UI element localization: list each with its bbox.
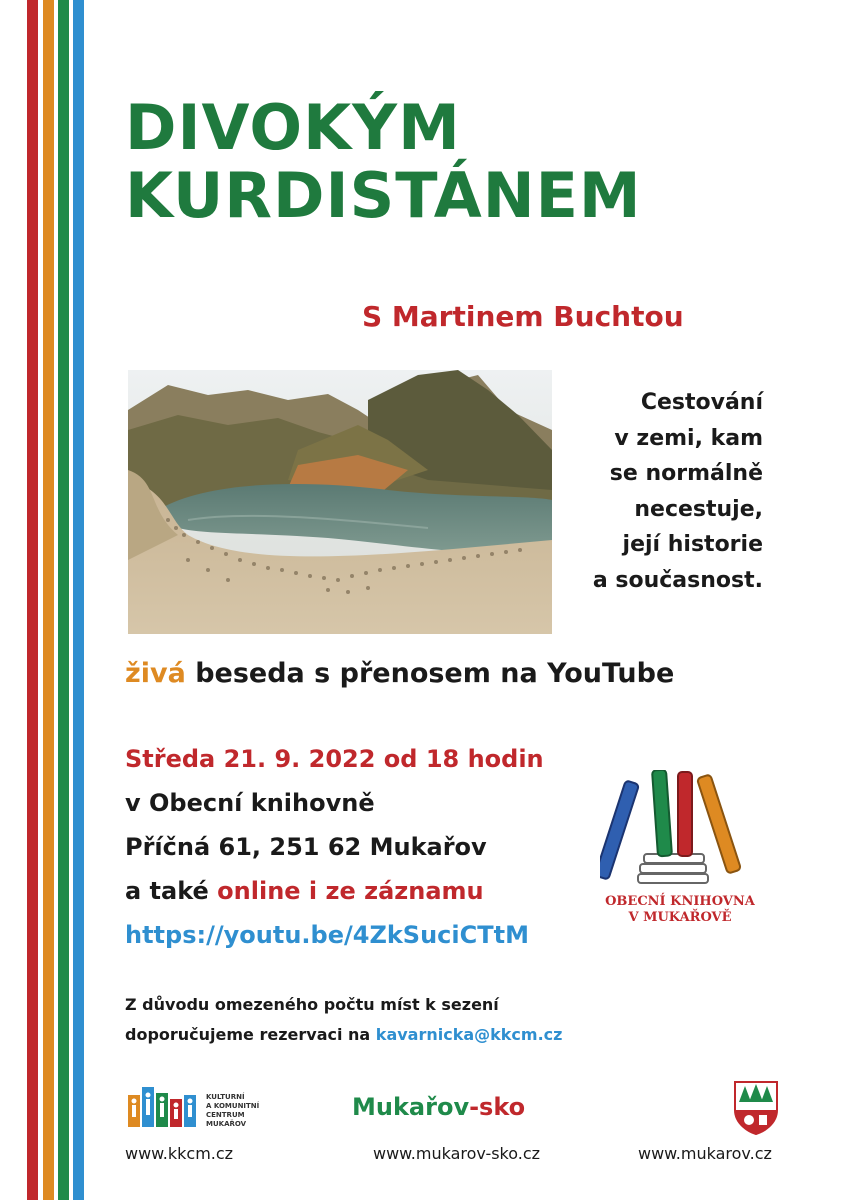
event-address: Příčná 61, 251 62 Mukařov [125, 833, 487, 861]
description-line: necestuje, [634, 496, 763, 522]
kurdistan-landscape-photo [128, 370, 552, 634]
kkcm-website-link[interactable]: www.kkcm.cz [125, 1144, 234, 1163]
mukarov-sko-part-1: Mukařov [352, 1093, 470, 1121]
library-logo-text [600, 894, 760, 926]
description-line: Cestování [640, 390, 763, 415]
decor-stripe-red [27, 0, 38, 1200]
title-line-2: KURDISTÁNEM [125, 159, 642, 233]
kkcm-text-line: MUKAŘOV [206, 1120, 247, 1128]
description-line: a současnost. [592, 567, 763, 593]
kkcm-logo-text [206, 1093, 259, 1129]
library-name-line-2: V MUKAŘOVĚ [628, 910, 732, 925]
event-description [543, 385, 763, 598]
kkcm-text-line: CENTRUM [206, 1111, 245, 1119]
library-name-line-1: OBECNÍ KNIHOVNA [605, 894, 755, 909]
event-venue: v Obecní knihovně [125, 789, 375, 817]
mukarov-crest-icon [733, 1080, 779, 1135]
live-stream-heading [125, 658, 674, 689]
kkcm-text-line: A KOMUNITNÍ [206, 1102, 260, 1110]
subtitle: S Martinem Buchtou [362, 300, 684, 333]
live-highlight: živá [125, 658, 186, 689]
description-line: v zemi, kam [614, 425, 763, 451]
mukarov-sko-logo [352, 1093, 525, 1121]
note-line-2 [125, 1020, 562, 1050]
reservation-email-link[interactable]: kavarnicka@kkcm.cz [375, 1025, 563, 1044]
decor-stripe-green [58, 0, 69, 1200]
description-line: se normálně [609, 461, 763, 486]
mukarov-sko-part-2: -sko [469, 1093, 526, 1121]
page-title [125, 91, 642, 233]
description-line: její historie [622, 532, 763, 557]
mukarov-website-link[interactable]: www.mukarov.cz [638, 1144, 772, 1163]
mukarov-sko-website-link[interactable]: www.mukarov-sko.cz [373, 1144, 541, 1163]
event-details [125, 737, 544, 957]
event-date: Středa 21. 9. 2022 od 18 hodin [125, 745, 544, 773]
decor-stripe-blue [73, 0, 84, 1200]
youtube-link[interactable]: https://youtu.be/4ZkSuciCTtM [125, 921, 529, 949]
online-prefix: a také [125, 877, 218, 905]
online-highlight: online i ze záznamu [217, 877, 484, 905]
live-rest: beseda s přenosem na YouTube [185, 658, 675, 689]
title-line-1: DIVOKÝM [125, 91, 461, 164]
reservation-note [125, 990, 562, 1050]
event-online-line [125, 869, 544, 913]
kkcm-text-line: KULTURNÍ [206, 1093, 245, 1101]
decor-stripe-orange [43, 0, 54, 1200]
note-line-1: Z důvodu omezeného počtu míst k sezení [125, 995, 499, 1014]
note-prefix: doporučujeme rezervaci na [125, 1025, 376, 1044]
